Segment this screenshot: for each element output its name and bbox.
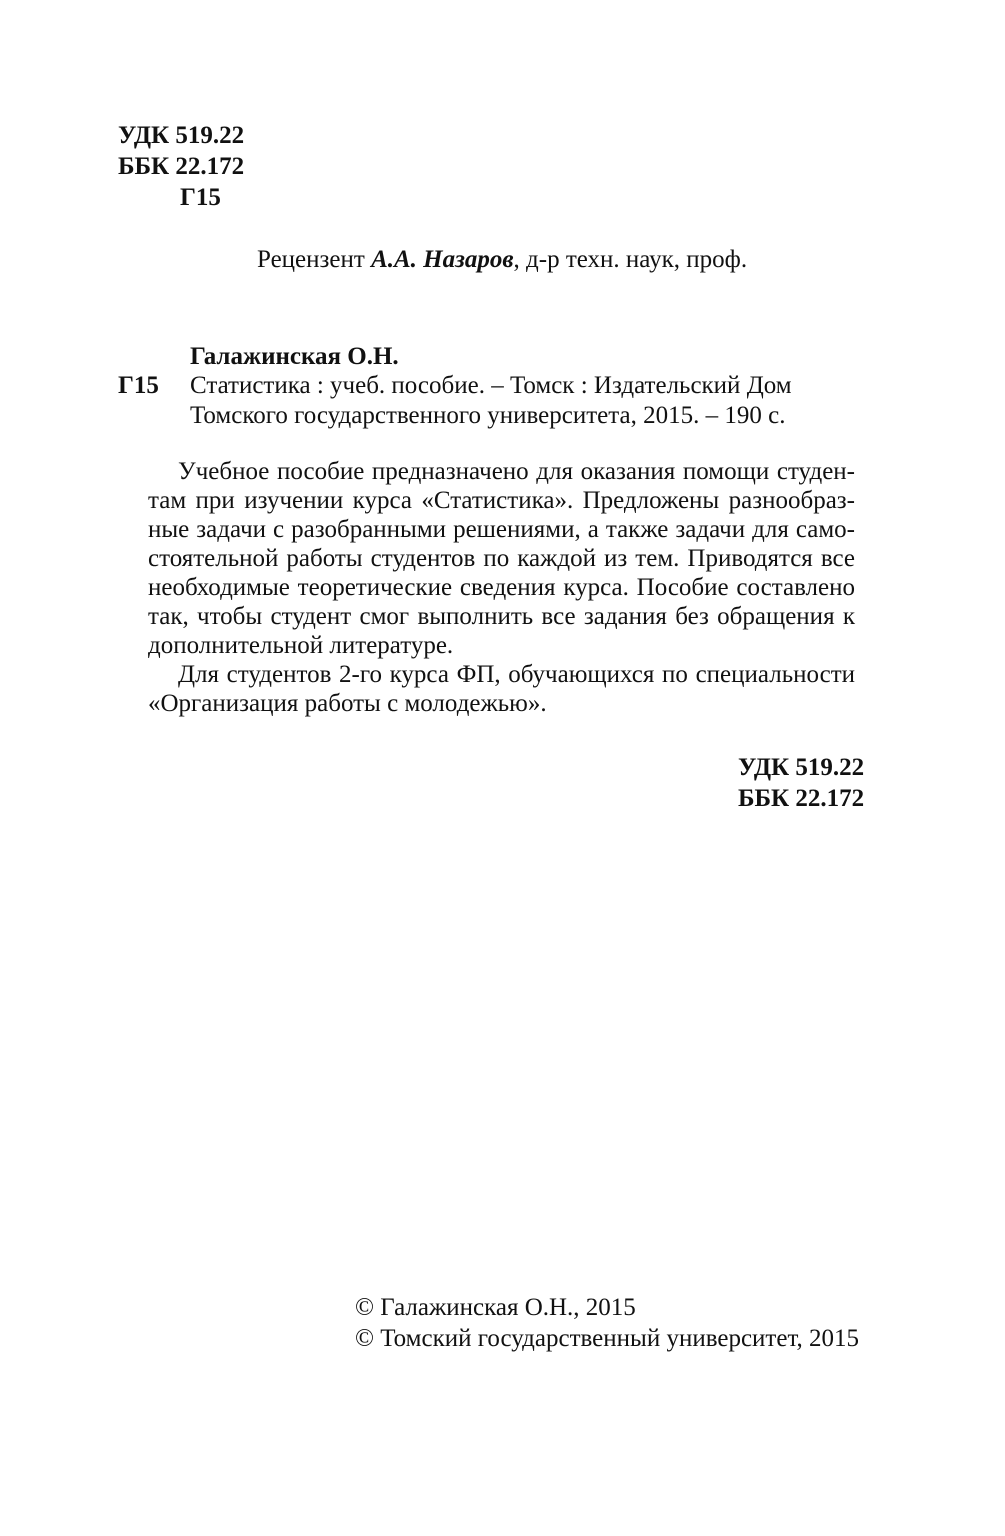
copyright-university: © Томский государственный университет, 2015	[355, 1325, 860, 1352]
bbk-code: ББК 22.172	[118, 153, 245, 180]
annotation-line: стоятельной работы студентов по каждой из тем. Приводятся все	[148, 545, 855, 572]
biblio-line: Статистика : учеб. пособие. – Томск : Издательский Дом	[190, 372, 792, 399]
annotation-line: так, чтобы студент смог выполнить все задания без обращения к	[148, 603, 855, 630]
annotation-line: ные задачи с разобранными решениями, а также задачи для само-	[148, 516, 855, 543]
classification-block-bottom	[738, 752, 864, 814]
annotation-line: «Организация работы с молодежью».	[148, 690, 547, 717]
annotation	[148, 457, 855, 718]
udk-code: УДК 519.22	[738, 754, 865, 781]
record-author: Галажинская О.Н.	[190, 343, 399, 370]
reviewer-name: А.А. Назаров	[371, 246, 514, 273]
reviewer-line	[257, 245, 747, 275]
annotation-line: Для студентов 2-го курса ФП, обучающихся по специальности	[178, 661, 855, 688]
author-mark: Г15	[180, 184, 221, 211]
classification-block-top	[118, 120, 244, 213]
annotation-line: дополнительной литературе.	[148, 632, 454, 659]
biblio-line: Томского государственного университета, 2015. – 190 с.	[190, 402, 786, 429]
udk-code: УДК 519.22	[118, 122, 245, 149]
copyright-block	[355, 1292, 859, 1354]
bbk-code: ББК 22.172	[738, 785, 865, 812]
reviewer-credentials: , д-р техн. наук, проф.	[513, 246, 748, 273]
copyright-author: © Галажинская О.Н., 2015	[355, 1294, 636, 1321]
annotation-line: Учебное пособие предназначено для оказания помощи студен-	[178, 458, 855, 485]
bibliographic-description	[190, 371, 792, 431]
record-author-mark: Г15	[118, 372, 159, 399]
annotation-line: там при изучении курса «Статистика». Предложены разнообраз-	[148, 487, 855, 514]
reviewer-prefix: Рецензент	[257, 246, 372, 273]
annotation-line: необходимые теоретические сведения курса. Пособие составлено	[148, 574, 855, 601]
